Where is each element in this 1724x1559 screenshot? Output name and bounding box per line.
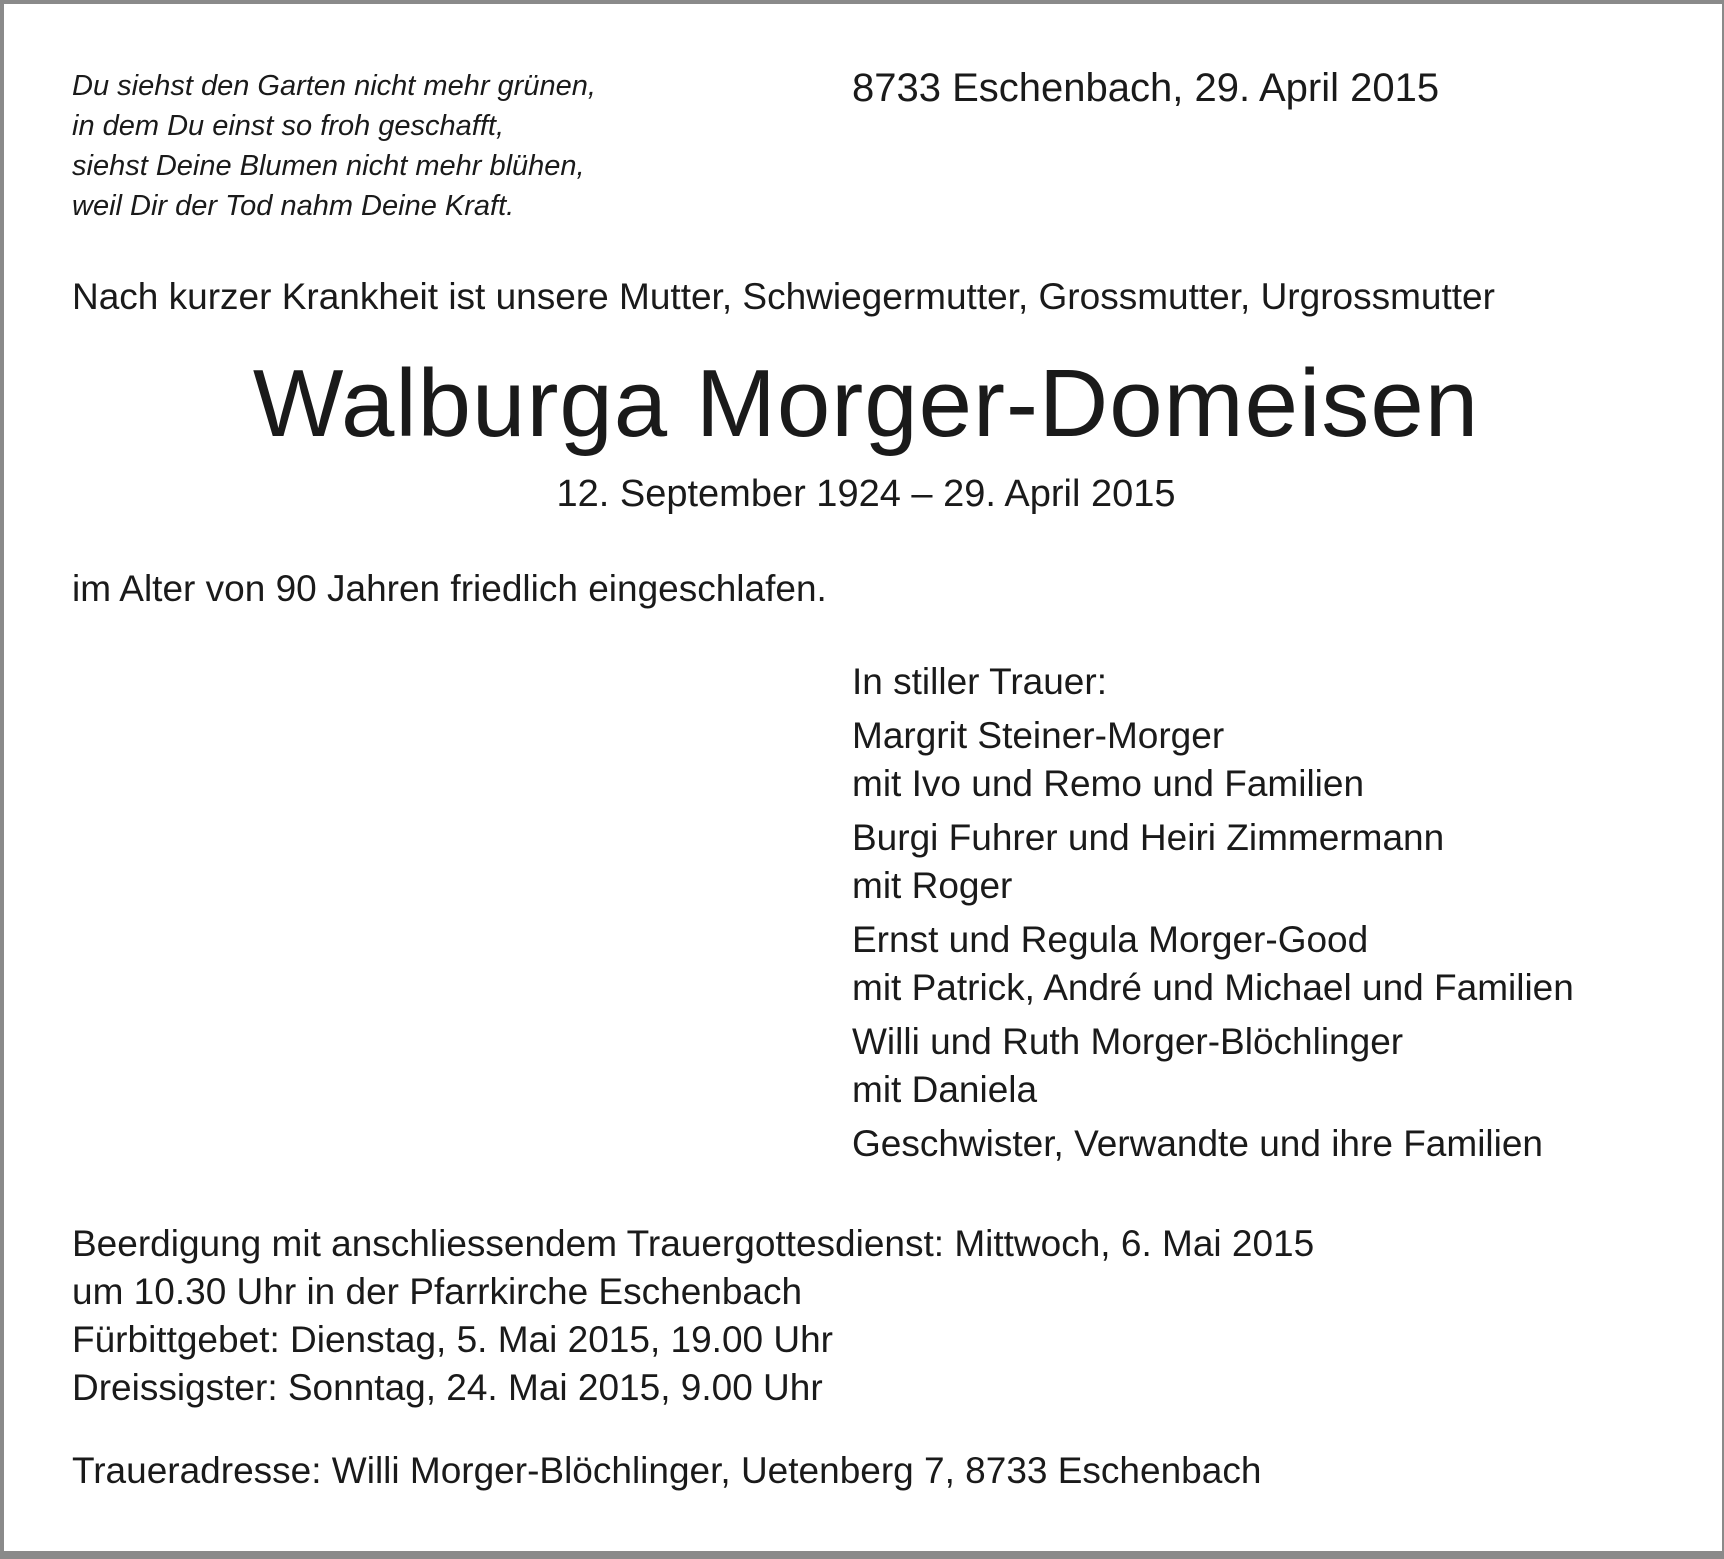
mourner-line: Margrit Steiner-Morger xyxy=(852,715,1225,756)
mourner-group xyxy=(852,916,1574,1012)
poem-line: siehst Deine Blumen nicht mehr blühen, xyxy=(72,150,585,182)
intro-text: Nach kurzer Krankheit ist unsere Mutter, Schwiegermutter, Grossmutter, Urgrossmutter xyxy=(72,276,1495,317)
age-text: im Alter von 90 Jahren friedlich eingeschlafen. xyxy=(72,568,827,609)
funeral-line: Fürbittgebet: Dienstag, 5. Mai 2015, 19.00 Uhr xyxy=(72,1319,833,1360)
mourners-list xyxy=(852,658,1574,1174)
mourner-line: Ernst und Regula Morger-Good xyxy=(852,919,1369,960)
mourning-address: Traueradresse: Willi Morger-Blöchlinger, Uetenberg 7, 8733 Eschenbach xyxy=(72,1450,1262,1491)
poem-line: in dem Du einst so froh geschafft, xyxy=(72,110,504,142)
poem-line: weil Dir der Tod nahm Deine Kraft. xyxy=(72,190,515,222)
mourners-heading: In stiller Trauer: xyxy=(852,661,1107,702)
funeral-line: Beerdigung mit anschliessendem Trauergottesdienst: Mittwoch, 6. Mai 2015 xyxy=(72,1223,1315,1264)
mourner-group xyxy=(852,712,1574,808)
mourner-line: mit Ivo und Remo und Familien xyxy=(852,763,1365,804)
funeral-line: um 10.30 Uhr in der Pfarrkirche Eschenbach xyxy=(72,1271,803,1312)
mourner-line: Geschwister, Verwandte und ihre Familien xyxy=(852,1123,1544,1164)
mourner-line: mit Roger xyxy=(852,865,1013,906)
funeral-line: Dreissigster: Sonntag, 24. Mai 2015, 9.00 Uhr xyxy=(72,1367,823,1408)
mourner-line: Burgi Fuhrer und Heiri Zimmermann xyxy=(852,817,1445,858)
mourner-line: mit Patrick, André und Michael und Familien xyxy=(852,967,1574,1008)
funeral-info xyxy=(72,1220,1314,1412)
life-dates: 12. September 1924 – 29. April 2015 xyxy=(556,473,1176,515)
place-date: 8733 Eschenbach, 29. April 2015 xyxy=(852,66,1440,110)
deceased-name: Walburga Morger-Domeisen xyxy=(252,350,1480,457)
mourner-group xyxy=(852,1120,1574,1168)
poem-line: Du siehst den Garten nicht mehr grünen, xyxy=(72,70,596,102)
mourner-line: mit Daniela xyxy=(852,1069,1038,1110)
mourner-line: Willi und Ruth Morger-Blöchlinger xyxy=(852,1021,1404,1062)
poem xyxy=(72,66,596,226)
mourner-group xyxy=(852,814,1574,910)
mourner-group xyxy=(852,1018,1574,1114)
